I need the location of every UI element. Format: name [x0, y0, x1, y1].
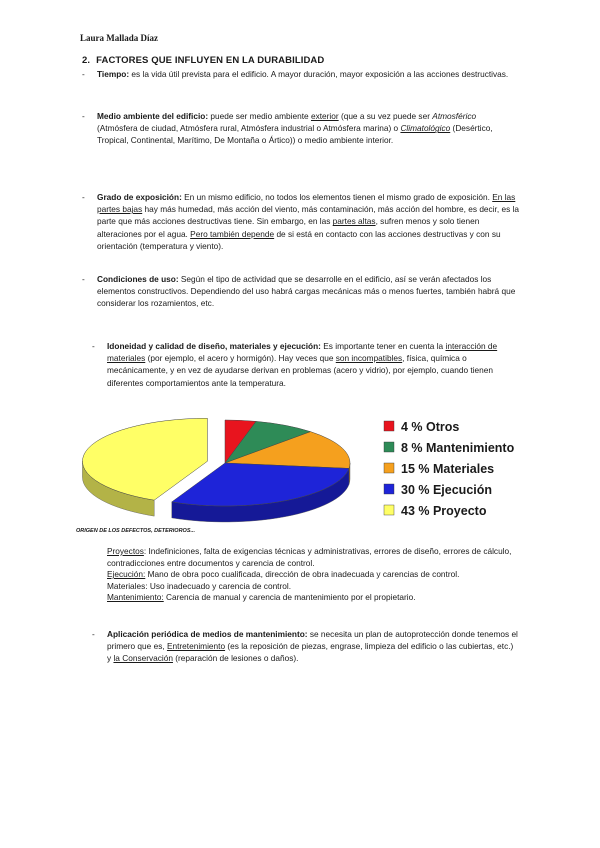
italic-underlined-term: Climatológico	[400, 123, 451, 134]
factor-text: En un mismo edificio, no todos los elementos tienen el mismo grado de exposición.	[181, 192, 493, 202]
bullet-dash: -	[82, 111, 85, 121]
pie-slice	[172, 463, 349, 506]
author-name: Laura Mallada Díaz	[80, 33, 158, 43]
underlined-term: Entretenimiento	[166, 641, 226, 652]
factor-medio-ambiente	[82, 110, 517, 147]
factor-text: de si está en contacto con las acciones destructivas y con su orientación (temperatura y viento).	[97, 228, 501, 251]
pie-slice-side	[349, 463, 350, 484]
factor-text: (Desértico, Tropical, Continental, Marítimo, De Montaña o Ártico)) o medio ambiente interior.	[97, 123, 493, 146]
legend-swatch	[384, 463, 394, 473]
factor-label: Tiempo:	[97, 69, 130, 79]
factor-label: Condiciones de uso:	[97, 274, 179, 284]
factor-label: Aplicación periódica de medios de mantenimiento:	[107, 629, 308, 639]
legend-label: 8 % Mantenimiento	[401, 441, 515, 455]
factor-text: Según el tipo de actividad que se desarrolle en el edificio, así se verán afectados los elementos constructivos. Dependiendo del uso habrá cargas mecánicas más o menos fuertes, también habrá que considerar los rozamientos, etc.	[97, 274, 516, 309]
def-text: : Indefiniciones, falta de exigencias técnicas y administrativas, errores de diseño, errores de cálculo, contradicciones entre documentos y carencia de control.	[107, 546, 512, 568]
factor-text: se necesita un plan de autoprotección donde tenemos el primero que es,	[107, 629, 518, 652]
def-materiales: Materiales: Uso inadecuado y carencia de control.	[107, 580, 292, 591]
pie-slice	[225, 420, 256, 463]
legend-swatch	[384, 421, 394, 431]
bullet-dash: -	[82, 69, 85, 79]
pie-slice	[82, 418, 207, 500]
def-label: Proyectos	[107, 546, 144, 556]
legend-label: 30 % Ejecución	[401, 483, 493, 497]
underlined-term: exterior	[310, 111, 339, 121]
factor-text: (reparación de lesiones o daños).	[172, 653, 299, 664]
underlined-term: interacción de materiales	[107, 341, 498, 364]
chart-caption: ORIGEN DE LOS DEFECTOS, DETERIOROS...	[76, 528, 196, 534]
factor-label: Medio ambiente del edificio:	[97, 111, 209, 121]
legend-swatch	[384, 484, 394, 494]
factor-label: Grado de exposición:	[97, 192, 182, 202]
factor-idoneidad	[92, 340, 519, 389]
bullet-dash: -	[92, 341, 95, 351]
factor-grado-exposicion	[82, 191, 519, 252]
legend-label: 4 % Otros	[401, 420, 460, 434]
factor-text: (Atmósfera de ciudad, Atmósfera rural, Atmósfera industrial o Atmósfera marina) o	[97, 123, 401, 134]
def-proyectos	[107, 546, 527, 569]
section-number: 2.	[82, 55, 91, 66]
factor-text: (que a su vez puede ser	[338, 111, 433, 121]
section-title	[82, 55, 324, 66]
def-label: Mantenimiento:	[107, 592, 164, 603]
factor-text: , física, química o mecánicamente, y en vez de ayudarse derivan en problemas (acero y vidrio), por ejemplo, cuando tienen diferentes comportamientos ante la temperatura.	[107, 353, 494, 388]
factor-text: (por ejemplo, el acero y hormigón). Hay veces que	[145, 353, 336, 364]
factor-text: Es importante tener en cuenta la	[320, 341, 446, 351]
pie-slice-side	[172, 468, 349, 522]
factor-tiempo	[82, 68, 517, 80]
underlined-term: son incompatibles	[335, 353, 403, 364]
def-label: Ejecución:	[107, 569, 146, 580]
factor-text: es la vida útil prevista para el edificio. A mayor duración, mayor exposición a las acciones destructivas.	[129, 69, 509, 79]
factor-text: , sufren menos y solo tienen alteraciones por el agua.	[97, 216, 480, 239]
def-mantenimiento	[107, 592, 527, 604]
legend-label: 15 % Materiales	[401, 462, 495, 476]
legend-label: 43 % Proyecto	[401, 504, 487, 518]
factor-condiciones-uso	[82, 273, 519, 310]
bullet-dash: -	[92, 629, 95, 639]
factor-label: Idoneidad y calidad de diseño, materiales y ejecución:	[107, 341, 321, 351]
bullet-dash: -	[82, 192, 85, 202]
def-ejecucion	[107, 569, 527, 581]
factor-text: (es la reposición de piezas, engrase, limpieza del edificio o las cubiertas, etc.) y	[107, 641, 514, 664]
underlined-term: la Conservación	[113, 653, 173, 664]
def-text: Mano de obra poco cualificada, dirección de obra inadecuada y carencias de control.	[145, 569, 460, 580]
factor-text: puede ser medio ambiente	[208, 111, 311, 121]
legend-swatch	[384, 505, 394, 515]
section-title-text: FACTORES QUE INFLUYEN EN LA DURABILIDAD	[96, 55, 325, 66]
legend-swatch	[384, 442, 394, 452]
pie-slice-side	[82, 461, 154, 516]
pie-slice	[225, 432, 350, 469]
factor-aplicacion-mantenimiento	[92, 628, 519, 665]
underlined-term: En las partes bajas	[97, 192, 516, 215]
def-text: Carencia de manual y carencia de mantenimiento por el propietario.	[163, 592, 416, 603]
factor-text: hay más humedad, más acción del viento, más contaminación, más acción del hombre, es decir, es la parte que más acciones destructivas tiene. Sin embargo, en las	[97, 204, 519, 227]
underlined-term: Pero también depende	[190, 228, 275, 239]
bullet-dash: -	[82, 274, 85, 284]
defect-definitions	[107, 546, 527, 604]
pie-slice	[225, 421, 311, 463]
underlined-term: partes altas	[332, 216, 376, 227]
italic-term: Atmosférico	[432, 111, 477, 121]
